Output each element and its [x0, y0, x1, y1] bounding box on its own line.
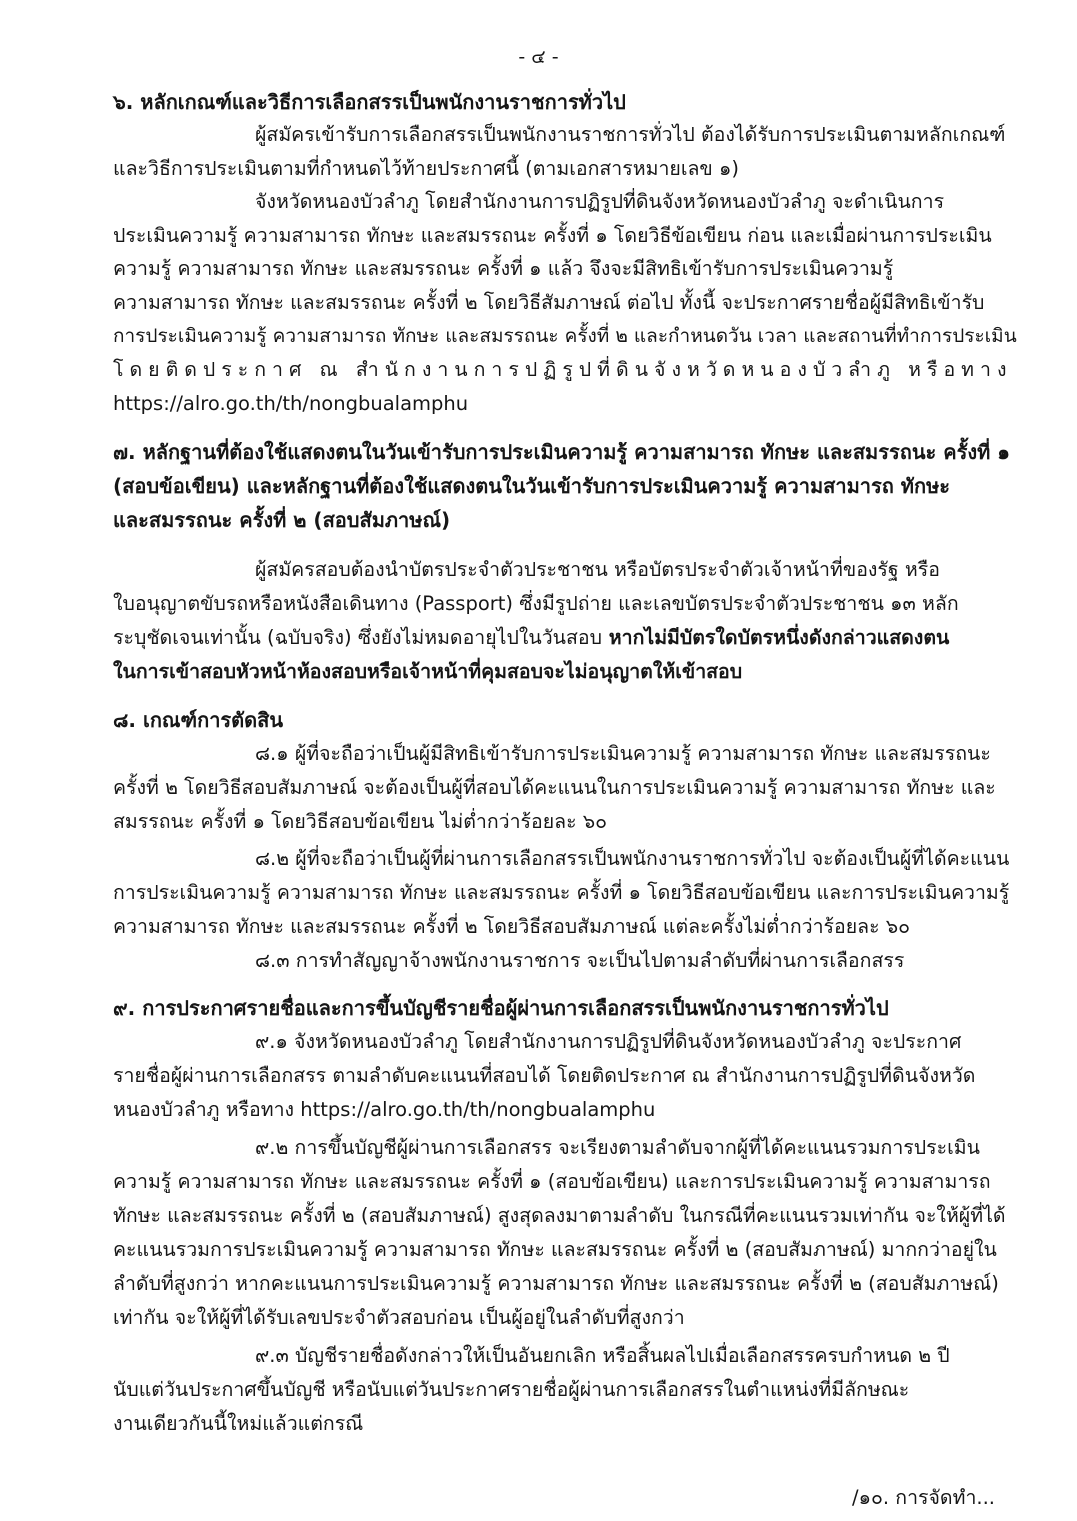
paragraph-text: ระบุชัดเจนเท่านั้น (ฉบับจริง) ซึ่งยังไม่หมดอายุไปในวันสอบ	[113, 626, 602, 649]
paragraph-line: ๙.๓ บัญชีรายชื่อดังกล่าวให้เป็นอันยกเลิก หรือสิ้นผลไปเมื่อเลือกสรรครบกำหนด ๒ ปี	[255, 1344, 950, 1367]
paragraph-line	[113, 623, 949, 653]
url-link[interactable]: https://alro.go.th/th/nongbualamphu	[113, 392, 469, 415]
paragraph-line: ทักษะ และสมรรถนะ ครั้งที่ ๒ (สอบสัมภาษณ์) สูงสุดลงมาตามลำดับ ในกรณีที่คะแนนรวมเท่ากัน จะให้ผู้ที่ได้	[113, 1204, 1006, 1227]
paragraph-line: การประเมินความรู้ ความสามารถ ทักษะ และสมรรถนะ ครั้งที่ ๒ และกำหนดวัน เวลา และสถานที่ทำการประเมิน	[113, 325, 1017, 347]
paragraph-line: การประเมินความรู้ ความสามารถ ทักษะ และสมรรถนะ ครั้งที่ ๑ โดยวิธีสอบข้อเขียน และการประเมินความรู้	[113, 881, 1010, 904]
paragraph-line: ความรู้ ความสามารถ ทักษะ และสมรรถนะ ครั้งที่ ๑ แล้ว จึงจะมีสิทธิเข้ารับการประเมินความรู้	[113, 257, 894, 280]
continuation-note: /๑๐. การจัดทำ...	[852, 1486, 995, 1509]
paragraph-line: โดยติดประกาศ ณ สำนักงานการปฏิรูปที่ดินจังหวัดหนองบัวลำภู หรือทาง	[113, 358, 1013, 381]
page-number: - ๔ -	[518, 46, 559, 68]
paragraph-line: ๙.๒ การขึ้นบัญชีผู้ผ่านการเลือกสรร จะเรียงตามลำดับจากผู้ที่ได้คะแนนรวมการประเมิน	[255, 1136, 980, 1159]
paragraph-line: ๘.๒ ผู้ที่จะถือว่าเป็นผู้ที่ผ่านการเลือกสรรเป็นพนักงานราชการทั่วไป จะต้องเป็นผู้ที่ได้คะแนน	[255, 847, 1010, 870]
bold-warning-line: ในการเข้าสอบหัวหน้าห้องสอบหรือเจ้าหน้าที่คุมสอบจะไม่อนุญาตให้เข้าสอบ	[113, 660, 743, 683]
paragraph-line: งานเดียวกันนี้ใหม่แล้วแต่กรณี	[113, 1412, 364, 1435]
section-7-heading: และสมรรถนะ ครั้งที่ ๒ (สอบสัมภาษณ์)	[113, 508, 451, 532]
paragraph-line: ความสามารถ ทักษะ และสมรรถนะ ครั้งที่ ๒ โดยวิธีสัมภาษณ์ ต่อไป ทั้งนี้ จะประกาศรายชื่อผู้มีสิทธิเข้ารับ	[113, 291, 985, 314]
paragraph-line: ความรู้ ความสามารถ ทักษะ และสมรรถนะ ครั้งที่ ๑ (สอบข้อเขียน) และการประเมินความรู้ ความสามารถ	[113, 1170, 991, 1193]
section-7-heading: ๗. หลักฐานที่ต้องใช้แสดงตนในวันเข้ารับการประเมินความรู้ ความสามารถ ทักษะ และสมรรถนะ ครั้งที่ ๑	[113, 440, 1010, 464]
section-7-heading: (สอบข้อเขียน) และหลักฐานที่ต้องใช้แสดงตนในวันเข้ารับการประเมินความรู้ ความสามารถ ทักษะ	[113, 474, 951, 498]
paragraph-line: หนองบัวลำภู หรือทาง https://alro.go.th/th/nongbualamphu	[113, 1098, 656, 1121]
paragraph-line: ประเมินความรู้ ความสามารถ ทักษะ และสมรรถนะ ครั้งที่ ๑ โดยวิธีข้อเขียน ก่อน และเมื่อผ่านการประเมิน	[113, 224, 992, 247]
paragraph-line: และวิธีการประเมินตามที่กำหนดไว้ท้ายประกาศนี้ (ตามเอกสารหมายเลข ๑)	[113, 157, 739, 180]
paragraph-line: ใบอนุญาตขับรถหรือหนังสือเดินทาง (Passport) ซึ่งมีรูปถ่าย และเลขบัตรประจำตัวประชาชน ๑๓ หลัก	[113, 592, 959, 615]
paragraph-line: เท่ากัน จะให้ผู้ที่ได้รับเลขประจำตัวสอบก่อน เป็นผู้อยู่ในลำดับที่สูงกว่า	[113, 1306, 685, 1329]
paragraph-line: นับแต่วันประกาศขึ้นบัญชี หรือนับแต่วันประกาศรายชื่อผู้ผ่านการเลือกสรรในตำแหน่งที่มีลักษณะ	[113, 1378, 910, 1401]
paragraph-line: ผู้สมัครสอบต้องนำบัตรประจำตัวประชาชน หรือบัตรประจำตัวเจ้าหน้าที่ของรัฐ หรือ	[255, 558, 940, 581]
section-6-heading: ๖. หลักเกณฑ์และวิธีการเลือกสรรเป็นพนักงานราชการทั่วไป	[113, 90, 626, 114]
paragraph-line: ครั้งที่ ๒ โดยวิธีสอบสัมภาษณ์ จะต้องเป็นผู้ที่สอบได้คะแนนในการประเมินความรู้ ความสามารถ ทักษะ และ	[113, 776, 996, 799]
paragraph-line: ๙.๑ จังหวัดหนองบัวลำภู โดยสำนักงานการปฏิรูปที่ดินจังหวัดหนองบัวลำภู จะประกาศ	[255, 1030, 962, 1053]
paragraph-line: ผู้สมัครเข้ารับการเลือกสรรเป็นพนักงานราชการทั่วไป ต้องได้รับการประเมินตามหลักเกณฑ์	[255, 123, 1006, 146]
paragraph-line: คะแนนรวมการประเมินความรู้ ความสามารถ ทักษะ และสมรรถนะ ครั้งที่ ๒ (สอบสัมภาษณ์) มากกว่าอยู่ใน	[113, 1238, 997, 1261]
paragraph-line: รายชื่อผู้ผ่านการเลือกสรร ตามลำดับคะแนนที่สอบได้ โดยติดประกาศ ณ สำนักงานการปฏิรูปที่ดินจังหวัด	[113, 1064, 976, 1087]
section-9-heading: ๙. การประกาศรายชื่อและการขึ้นบัญชีรายชื่อผู้ผ่านการเลือกสรรเป็นพนักงานราชการทั่วไป	[113, 996, 889, 1020]
paragraph-line: จังหวัดหนองบัวลำภู โดยสำนักงานการปฏิรูปที่ดินจังหวัดหนองบัวลำภู จะดำเนินการ	[255, 190, 945, 213]
paragraph-line: ๘.๓ การทำสัญญาจ้างพนักงานราชการ จะเป็นไปตามลำดับที่ผ่านการเลือกสรร	[255, 949, 905, 972]
paragraph-line: ลำดับที่สูงกว่า หากคะแนนการประเมินความรู้ ความสามารถ ทักษะ และสมรรถนะ ครั้งที่ ๒ (สอบสัมภาษณ์)	[113, 1272, 999, 1295]
bold-warning: หากไม่มีบัตรใดบัตรหนึ่งดังกล่าวแสดงตน	[601, 626, 950, 649]
section-8-heading: ๘. เกณฑ์การตัดสิน	[113, 708, 284, 732]
paragraph-line: สมรรถนะ ครั้งที่ ๑ โดยวิธีสอบข้อเขียน ไม่ต่ำกว่าร้อยละ ๖๐	[113, 810, 608, 833]
paragraph-line: ความสามารถ ทักษะ และสมรรถนะ ครั้งที่ ๒ โดยวิธีสอบสัมภาษณ์ แต่ละครั้งไม่ต่ำกว่าร้อยละ ๖๐	[113, 915, 911, 938]
paragraph-line: ๘.๑ ผู้ที่จะถือว่าเป็นผู้มีสิทธิเข้ารับการประเมินความรู้ ความสามารถ ทักษะ และสมรรถนะ	[255, 742, 991, 765]
